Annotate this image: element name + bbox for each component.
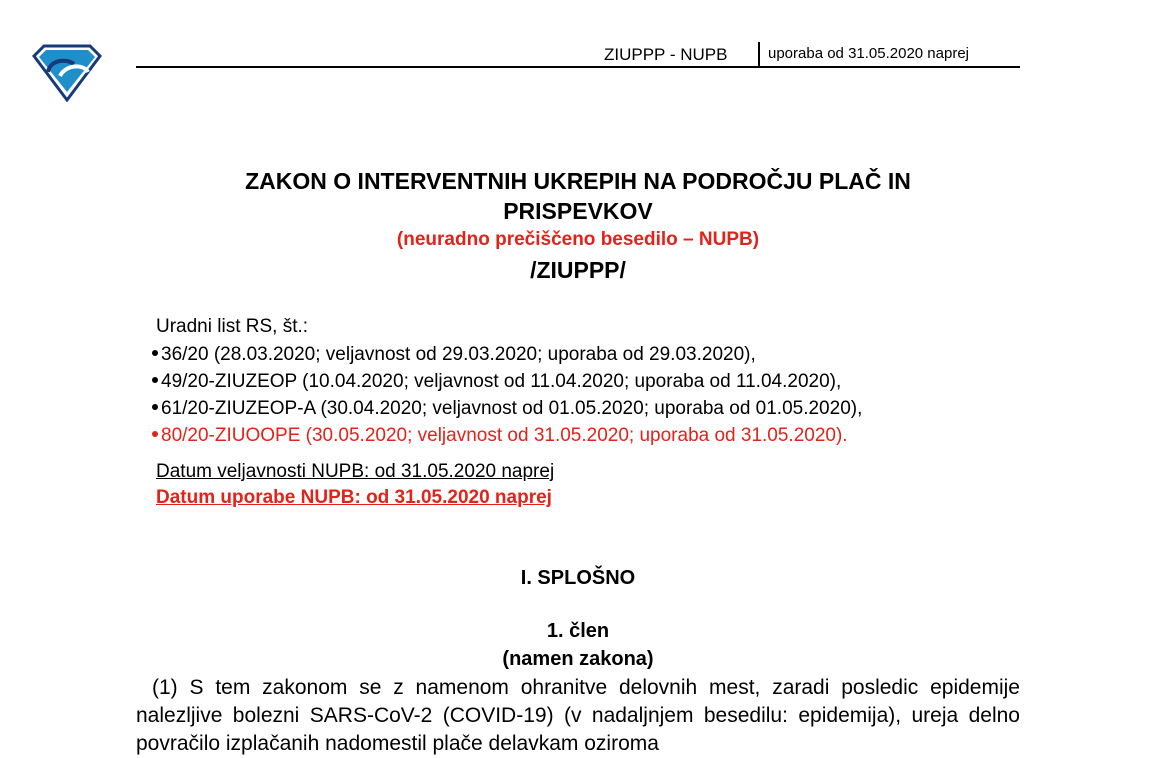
document-title-line-2: PRISPEVKOV xyxy=(503,198,653,224)
section-heading: I. SPLOŠNO xyxy=(520,567,636,589)
gazette-entry-latest xyxy=(150,422,862,449)
bullet-icon xyxy=(152,350,158,356)
gazette-entry xyxy=(150,368,862,395)
gazette-entry-text: 36/20 (28.03.2020; veljavnost od 29.03.2020; uporaba od 29.03.2020), xyxy=(161,344,756,365)
bullet-icon xyxy=(152,404,158,410)
gazette-entry xyxy=(150,395,862,422)
document-abbreviation: /ZIUPPP/ xyxy=(530,257,626,283)
article-number: 1. člen xyxy=(546,620,610,642)
header-rule xyxy=(136,66,1020,68)
gazette-label: Uradni list RS, št.: xyxy=(156,316,309,337)
header-separator xyxy=(758,42,760,66)
bullet-icon xyxy=(152,431,158,437)
bullet-icon xyxy=(152,377,158,383)
gazette-entry-text: 49/20-ZIUZEOP (10.04.2020; veljavnost od 11.04.2020; uporaba od 11.04.2020), xyxy=(161,371,842,392)
document-subtitle: (neuradno prečiščeno besedilo – NUPB) xyxy=(396,229,760,250)
header-usage-date: uporaba od 31.05.2020 naprej xyxy=(768,45,970,62)
application-date: Datum uporabe NUPB: od 31.05.2020 naprej xyxy=(156,487,552,508)
document-title xyxy=(136,166,1020,226)
article-title: (namen zakona) xyxy=(502,648,654,670)
article-paragraph: (1) S tem zakonom se z namenom ohranitve delovnih mest, zaradi posledic epidemije nalezljive bolezni SARS-CoV-2 (COVID-19) (v nadaljnjem besedilu: epidemija), ureja delno povračilo izplačanih nadomestil plače delavkam oziroma xyxy=(136,676,1020,755)
document-title-line-1: ZAKON O INTERVENTNIH UKREPIH NA PODROČJU PLAČ IN xyxy=(245,168,911,194)
gazette-entry-text: 61/20-ZIUZEOP-A (30.04.2020; veljavnost od 01.05.2020; uporaba od 01.05.2020), xyxy=(161,398,863,419)
sd-diamond-logo-icon xyxy=(30,42,104,102)
validity-date: Datum veljavnosti NUPB: od 31.05.2020 naprej xyxy=(156,461,555,482)
gazette-entry-text: 80/20-ZIUOOPE (30.05.2020; veljavnost od 31.05.2020; uporaba od 31.05.2020). xyxy=(161,425,848,446)
gazette-entry xyxy=(150,341,862,368)
gazette-list xyxy=(150,341,862,449)
header-law-code: ZIUPPP - NUPB xyxy=(604,45,728,64)
